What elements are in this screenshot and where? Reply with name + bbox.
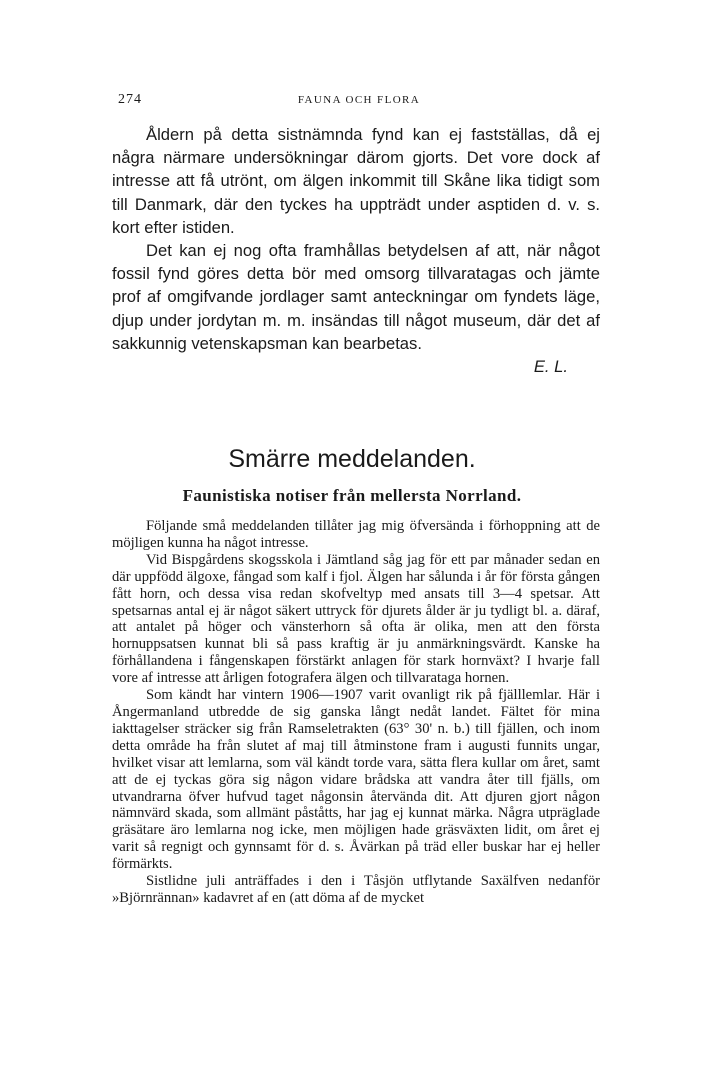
section-title: Smärre meddelanden. (228, 445, 476, 473)
article-text (112, 518, 600, 907)
article-paragraph-2: Vid Bispgårdens skogsskola i Jämtland såg jag för ett par månader sedan en där uppfödd älgoxe, fångad som kalf i fjol. Älgen har sålunda i år för första gången fått horn, och dessa visa redan skofveltyp med ansats till 3—4 spetsar. Att spetsarnas antal ej är något säkert uttryck för djurets ålder är ju tydligt bl. a. däraf, att antalet på höger och vänsterhorn så ofta är olika, men att den första hornuppsatsen kunnat bli så pass kraftig är ju anmärkningsvärdt. Kanske ha förhållandena i fångenskapen förstärkt anlagen för stark hornväxt? I hvarje fall vore af intresse att årligen fotografera älgen och tillvarataga hornen. (112, 551, 600, 687)
intro-paragraph-1: Åldern på detta sistnämnda fynd kan ej fastställas, då ej några närmare undersökningar därom gjorts. Det vore dock af intresse att få utrönt, om älgen inkommit till Skåne lika tidigt som till Danmark, där den tyckes ha uppträdt under asptiden d. v. s. kort efter istiden. (112, 125, 600, 237)
page-number: 274 (118, 92, 142, 107)
article-paragraph-3: Som kändt har vintern 1906—1907 varit ovanligt rik på fjälllemlar. Här i Ångermanland utbredde de sig ganska långt nedåt landet. Fältet för mina iakttagelser sträcker sig från Ramseletrakten (63° 30' n. b.) till fjällen, och inom detta område ha från slutet af maj till åtminstone fram i augusti funnits ungar, hvilket visar att lemlarna, som väl kändt torde vara, sätta flera kullar om året, samt att de ej tyckas göra sig någon vidare brådska att vandra åter till fjälls, om utvandrarna öfver hufvud taget någonsin återvända dit. Att djuren gjort någon nämnvärd skada, som allmänt påståtts, har jag ej kunnat märka. Några utpräglade gräsätare äro lemlarna nog icke, men möjligen hade gräsväxten lidit, om året ej varit så regnigt och gynnsamt för d. s. Åvärkan på träd eller buskar har ej heller förmärkts. (112, 687, 600, 873)
article-paragraph-4: Sistlidne juli anträffades i den i Tåsjön utflytande Saxälfven nedanför »Björnrännan» kadavret af en (att döma af de mycket (112, 873, 600, 906)
author-signature: E. L. (533, 357, 568, 377)
article-subtitle: Faunistiska notiser från mellersta Norrland. (182, 486, 522, 505)
running-head: FAUNA OCH FLORA (297, 94, 421, 106)
page-header (118, 92, 600, 112)
intro-paragraph-2: Det kan ej nog ofta framhållas betydelsen af att, när något fossil fynd göres detta bör med omsorg tillvaratagas och jämte prof af omgifvande jordlager samt anteckningar om fyndets läge, djup under jordytan m. m. insändas till något museum, där det af sakkunnig vetenskapsman kan bearbetas. (112, 241, 600, 353)
intro-text (112, 123, 600, 378)
article-paragraph-1: Följande små meddelanden tillåter jag mig öfversända i förhoppning att de möjligen kunna ha något intresse. (112, 518, 600, 551)
